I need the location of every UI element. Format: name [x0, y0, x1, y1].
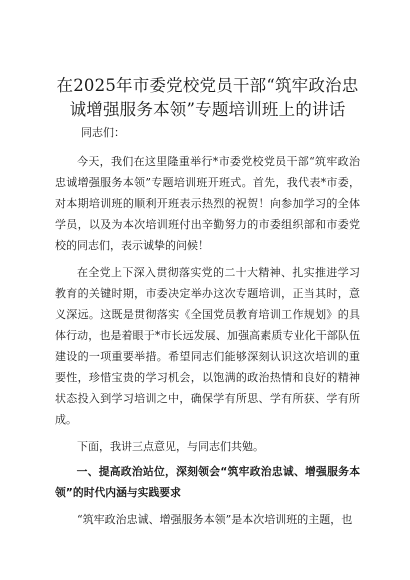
section-heading-1: 一、提高政治站位，深刻领会“筑牢政治忠诚、增强服务本领”的时代内涵与实践要求: [55, 465, 360, 499]
paragraph-context: 在全党上下深入贯彻落实党的二十大精神、扎实推进学习教育的关键时期，市委决定举办这次专题培训，正当其时，意义深远。这既是贯彻落实《全国党员教育培训工作规划》的具体行动，也是着眼于*市长远发展、加强高素质专业化干部队伍建设的一项重要举措。希望同志们能够深刻认识这次培训的重要性，珍惜宝贵的学习机会，以饱满的政治热情和良好的精神状态投入到学习培训之中，确保学有所思、学有所获、学有所成。: [55, 266, 360, 426]
paragraph-opening: 今天，我们在这里隆重举行*市委党校党员干部“筑牢政治忠诚增强服务本领”专题培训班开班式。首先，我代表*市委，对本期培训班的顺利开班表示热烈的祝贺！向参加学习的全体学员，以及为本次培训班付出辛勤努力的市委组织部和市委党校的同志们，表示诚挚的问候！: [55, 155, 360, 252]
paragraph-section-1-intro: “筑牢政治忠诚、增强服务本领”是本次培训班的主题，也: [77, 513, 353, 526]
salutation: 同志们：: [81, 126, 125, 139]
document-title: 在2025年市委党校党员干部“筑牢政治忠诚增强服务本领”专题培训班上的讲话: [56, 76, 359, 119]
paragraph-transition: 下面，我讲三点意见，与同志们共勉。: [77, 440, 264, 453]
